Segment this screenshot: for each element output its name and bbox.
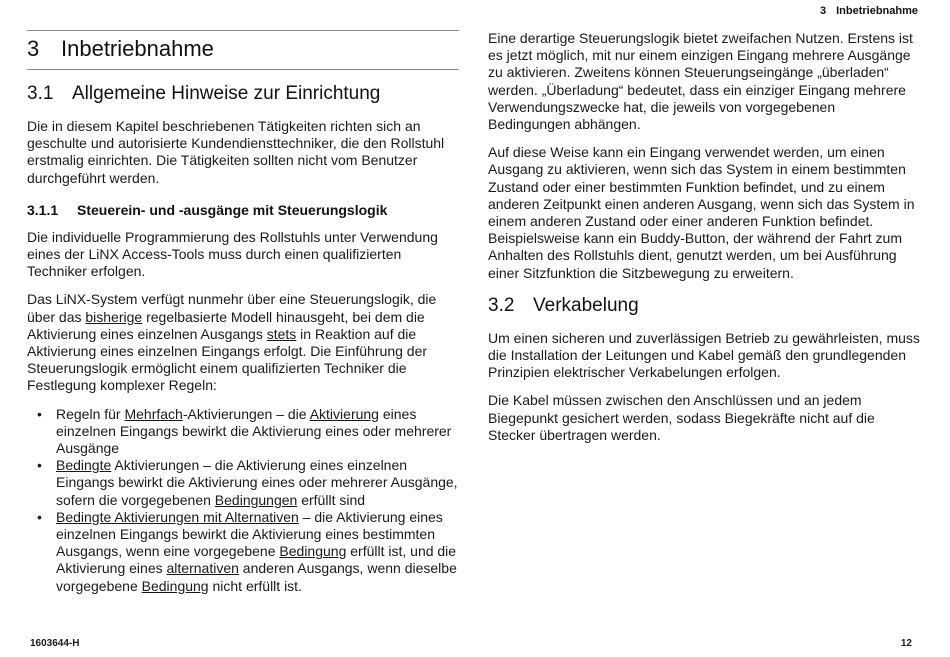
underlined-term: stets	[266, 325, 297, 342]
text-run: Regeln für	[56, 405, 125, 422]
running-header-chapter-number: 3	[819, 5, 827, 17]
benefit-paragraph: Eine derartige Steuerungslogik bietet zweifachen Nutzen. Erstens ist es jetzt möglich, mit nur einem einzigen Eingang mehrere Ausgänge zu aktivieren. Zweitens können Steuerungseingänge „überladen“ werden. „Überladung“ bedeutet, dass ein einziger Eingang mehrere Verwendungszwecke hat, die jeweils von vorgegebenen Bedingungen abhängen.	[488, 30, 913, 133]
underlined-term: Bedingte	[56, 457, 112, 474]
section-number: 3.1	[27, 83, 54, 104]
text-run: in Reaktion auf die Aktivierung eines einzelnen Eingangs erfolgt. Die Einführung der Steuerungslogik ermöglicht einem qualifizierten Techniker die Festlegung komplexer Regeln:	[27, 325, 428, 394]
heading-rule-bottom	[27, 69, 459, 70]
text-run: erfüllt sind	[297, 491, 366, 508]
subsection-heading-3-1-1	[27, 201, 459, 219]
list-item	[56, 457, 459, 509]
text-run: Das LiNX-System verfügt nunmehr über eine Steuerungslogik, die über das	[27, 291, 437, 325]
list-item	[56, 509, 459, 595]
text-run: anderen Ausgangs, wenn dieselbe vorgegebene	[56, 560, 457, 594]
underlined-term: Bedingungen	[214, 491, 298, 508]
underlined-term: alternativen	[166, 560, 239, 577]
wiring-paragraph: Um einen sicheren und zuverlässigen Betrieb zu gewährleisten, muss die Installation der Leitungen und Kabel gemäß den grundlegenden Prinzipien elektrischer Verkabelungen erfolgen.	[488, 329, 920, 381]
text-run: eines einzelnen Eingangs bewirkt die Aktivierung eines oder mehrerer Ausgänge	[56, 405, 452, 457]
running-header	[820, 5, 918, 17]
text-run: nicht erfüllt ist.	[208, 577, 302, 594]
section-title: Verkabelung	[533, 294, 639, 316]
section-heading-3-2	[488, 294, 920, 318]
text-run: – die Aktivierung eines einzelnen Eingangs bewirkt die Aktivierung eines bestimmten Ausgangs, wenn eine vorgegebene	[56, 508, 443, 560]
page-number: 12	[900, 638, 912, 649]
underlined-term: Bedingte Aktivierungen mit Alternativen	[56, 508, 299, 525]
chapter-heading-title: Inbetriebnahme	[61, 36, 214, 61]
cable-paragraph: Die Kabel müssen zwischen den Anschlüssen und an jedem Biegepunkt gesichert werden, sodass Biegekräfte nicht auf die Stecker übertragen werden.	[488, 392, 875, 443]
intro-paragraph: Die in diesem Kapitel beschriebenen Tätigkeiten richten sich an geschulte und autorisierte Kundendiensttechniker, die den Rollstuhl erstmalig einrichten. Die Tätigkeiten sollten nicht vom Benutzer durchgeführt werden.	[27, 118, 445, 186]
underlined-term: Bedingung	[141, 577, 209, 594]
subsection-title: Steuerein- und -ausgänge mit Steuerungslogik	[77, 201, 388, 218]
subsection-number: 3.1.1	[27, 201, 59, 218]
list-item	[56, 406, 459, 458]
section-heading-3-1	[27, 82, 459, 106]
underlined-term: bisherige	[85, 308, 143, 325]
logic-paragraph	[27, 291, 459, 394]
document-id: 1603644-H	[30, 638, 80, 649]
text-run: Aktivierungen – die Aktivierung eines einzelnen Eingangs bewirkt die Aktivierung eines oder mehrerer Ausgänge, sofern die vorgegebenen	[56, 457, 458, 508]
underlined-term: Bedingung	[279, 543, 347, 560]
section-title: Allgemeine Hinweise zur Einrichtung	[72, 83, 381, 104]
text-run: regelbasierte Modell hinausgeht, bei dem die Aktivierung eines einzelnen Ausgangs	[27, 308, 425, 342]
underlined-term: Aktivierung	[309, 405, 379, 422]
right-column	[488, 30, 920, 455]
rules-list	[27, 406, 459, 595]
text-run: erfüllt ist, und die Aktivierung eines	[56, 543, 457, 577]
heading-rule-top	[27, 30, 459, 31]
text-run: -Aktivierungen – die	[182, 405, 310, 422]
section-number: 3.2	[488, 294, 515, 316]
chapter-heading	[27, 35, 459, 63]
chapter-heading-number: 3	[27, 36, 40, 61]
programming-paragraph: Die individuelle Programmierung des Rollstuhls unter Verwendung eines der LiNX Access-Tools muss durch einen qualifizierten Techniker erfolgen.	[27, 228, 438, 280]
running-header-chapter-title: Inbetriebnahme	[836, 5, 918, 17]
left-column	[27, 30, 459, 595]
underlined-term: Mehrfach	[124, 405, 183, 422]
example-paragraph: Auf diese Weise kann ein Eingang verwendet werden, um einen Ausgang zu aktivieren, wenn sich das System in einem bestimmten Zustand oder einer bestimmten Funktion befindet, und zu einem anderen Zeitpunkt einen anderen Ausgang, wenn sich das System in einem anderen Zustand oder einer anderen Funktion befindet. Beispielsweise kann ein Buddy-Button, der während der Fahrt zum Anhalten des Rollstuhls dient, genutzt werden, um bei Ausführung einer Sitzfunktion die Sitzbewegung zu erweitern.	[488, 144, 915, 281]
